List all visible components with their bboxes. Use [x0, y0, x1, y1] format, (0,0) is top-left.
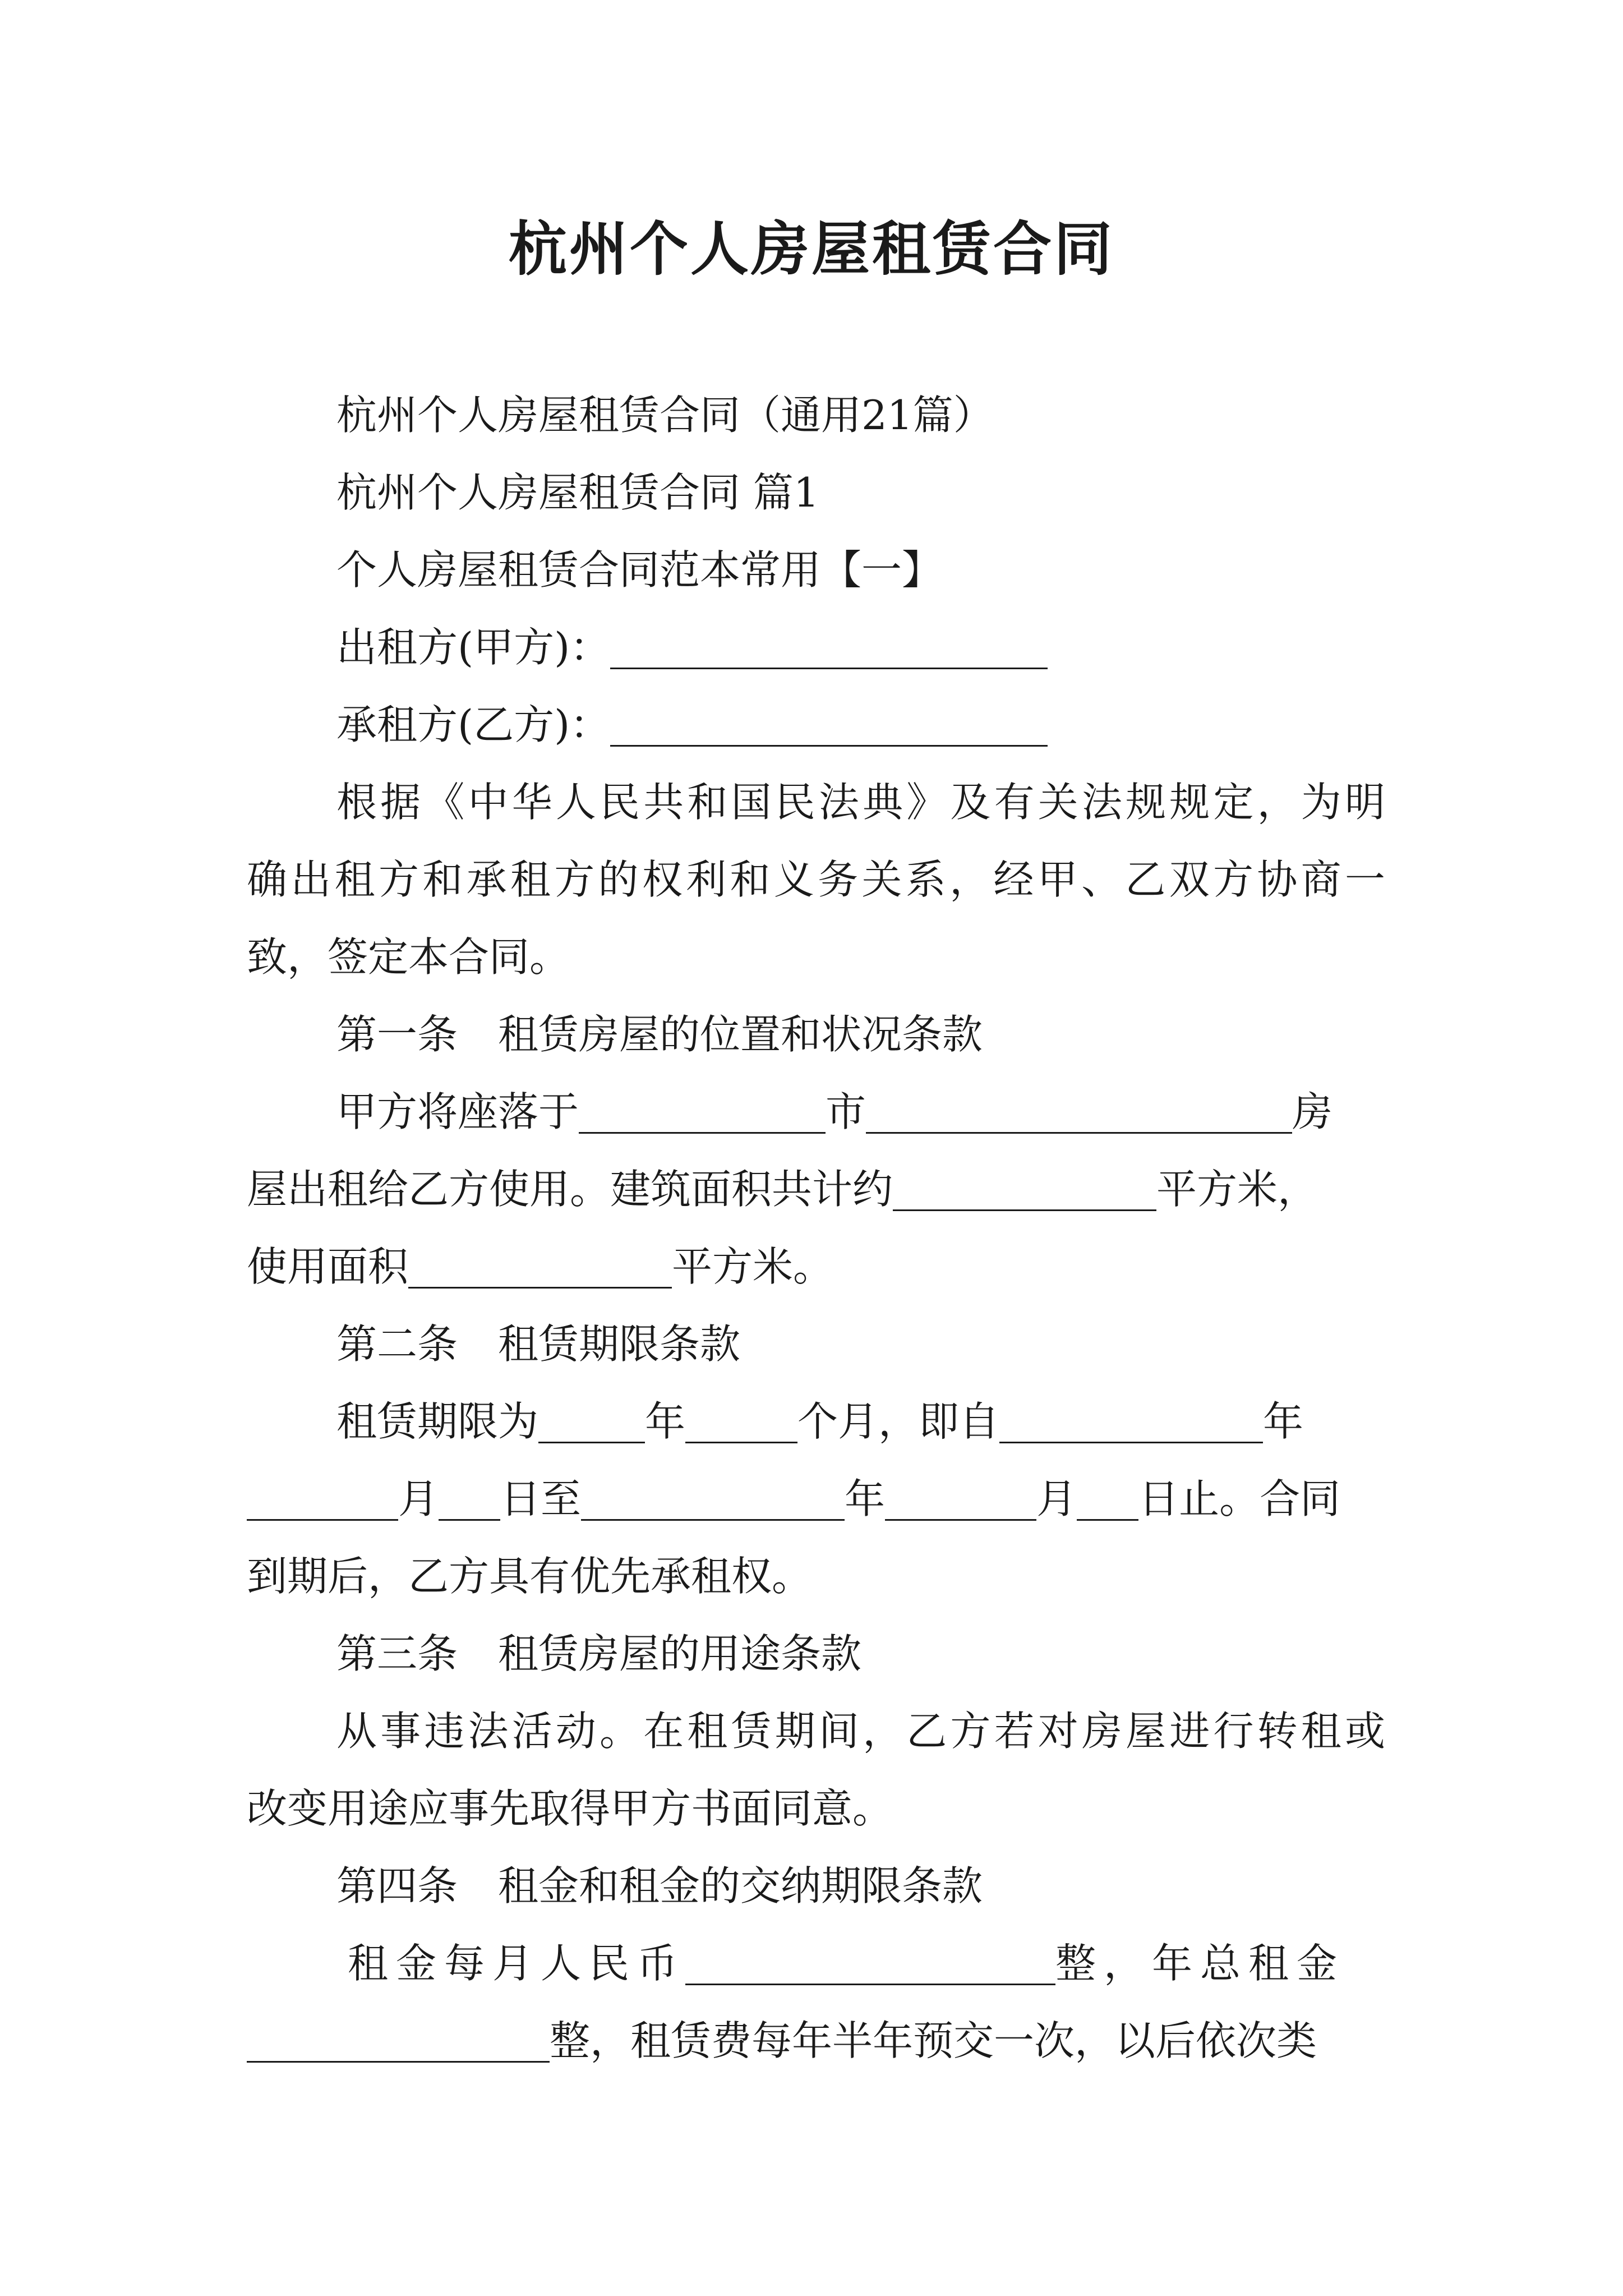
- lessee-label: 承租方(乙方)：: [336, 701, 611, 748]
- lessee-blank: [610, 706, 1048, 747]
- clause-text: 日至: [500, 1475, 582, 1522]
- clause-text-line: [247, 1239, 1385, 1295]
- clause-text: 甲方将座落于: [336, 1088, 579, 1135]
- end-month-blank: [885, 1480, 1036, 1521]
- start-year-blank: [999, 1402, 1263, 1443]
- clause-text-line: [336, 1935, 1385, 1991]
- clause-heading: 第一条 租赁房屋的位置和状况条款: [336, 1011, 983, 1058]
- end-year-blank: [581, 1480, 845, 1521]
- clause-text-line: [247, 1161, 1385, 1217]
- address-blank: [866, 1093, 1292, 1134]
- clause-text-line: [247, 1471, 1385, 1527]
- clause-heading: 第三条 租赁房屋的用途条款: [336, 1630, 862, 1677]
- clause-text: 月: [398, 1475, 439, 1522]
- monthly-rent-blank: [685, 1944, 1055, 1985]
- lessor-line: [336, 619, 1385, 675]
- intro-line: 根据《中华人民共和国民法典》及有关法规规定，为明: [336, 779, 1385, 826]
- clause-text-line: 改变用途应事先取得甲方书面同意。: [247, 1785, 893, 1832]
- city-blank: [579, 1093, 826, 1134]
- clause-text: 年: [845, 1475, 886, 1522]
- clause-text: 房: [1292, 1088, 1333, 1135]
- clause-text: 平方米。: [672, 1243, 834, 1290]
- lessor-label: 出租方(甲方)：: [336, 624, 611, 671]
- lessor-blank: [610, 628, 1048, 669]
- years-blank: [538, 1402, 645, 1443]
- clause-text: 月: [1036, 1475, 1077, 1522]
- clause-text: 整，租赁费每年半年预交一次，以后依次类: [550, 2017, 1317, 2064]
- intro-line: 确出租方和承租方的权利和义务关系，经甲、乙双方协商一: [247, 856, 1385, 903]
- clause-heading: 第四条 租金和租金的交纳期限条款: [336, 1862, 983, 1910]
- start-month-blank: [247, 1480, 398, 1521]
- clause-text-line: 到期后，乙方具有优先承租权。: [247, 1553, 813, 1600]
- article-heading: 杭州个人房屋租赁合同 篇1: [336, 469, 819, 516]
- clause-text: 租金每月人民币: [348, 1940, 686, 1987]
- clause-text: 个月，即自: [797, 1398, 1000, 1445]
- clause-text-line: 从事违法活动。在租赁期间，乙方若对房屋进行转租或: [336, 1708, 1385, 1755]
- clause-text-line: [336, 1084, 1385, 1140]
- lessee-line: [336, 697, 1385, 753]
- end-day-blank: [1077, 1480, 1138, 1521]
- clause-text: 整，年总租金: [1055, 1940, 1345, 1987]
- clause-text: 平方米，: [1156, 1166, 1318, 1213]
- usable-area-blank: [408, 1248, 672, 1289]
- document-title: 杭州个人房屋租赁合同: [508, 214, 1114, 283]
- clause-text: 日止。合同: [1138, 1475, 1341, 1522]
- months-blank: [685, 1402, 797, 1443]
- start-day-blank: [439, 1480, 500, 1521]
- clause-text: 市: [826, 1088, 866, 1135]
- clause-heading: 第二条 租赁期限条款: [336, 1320, 741, 1368]
- annual-rent-blank: [247, 2022, 550, 2063]
- clause-text: 屋出租给乙方使用。建筑面积共计约: [247, 1166, 893, 1213]
- clause-text-line: [336, 1393, 1385, 1450]
- clause-text: 年: [1263, 1398, 1304, 1445]
- collection-line: 杭州个人房屋租赁合同（通用21篇）: [336, 392, 994, 439]
- clause-text: 使用面积: [247, 1243, 409, 1290]
- intro-line: 致，签定本合同。: [247, 933, 570, 981]
- clause-text: 年: [645, 1398, 686, 1445]
- clause-text: 租赁期限为: [336, 1398, 539, 1445]
- building-area-blank: [893, 1170, 1156, 1211]
- clause-text-line: [247, 2013, 1385, 2069]
- template-heading: 个人房屋租赁合同范本常用【一】: [336, 546, 943, 593]
